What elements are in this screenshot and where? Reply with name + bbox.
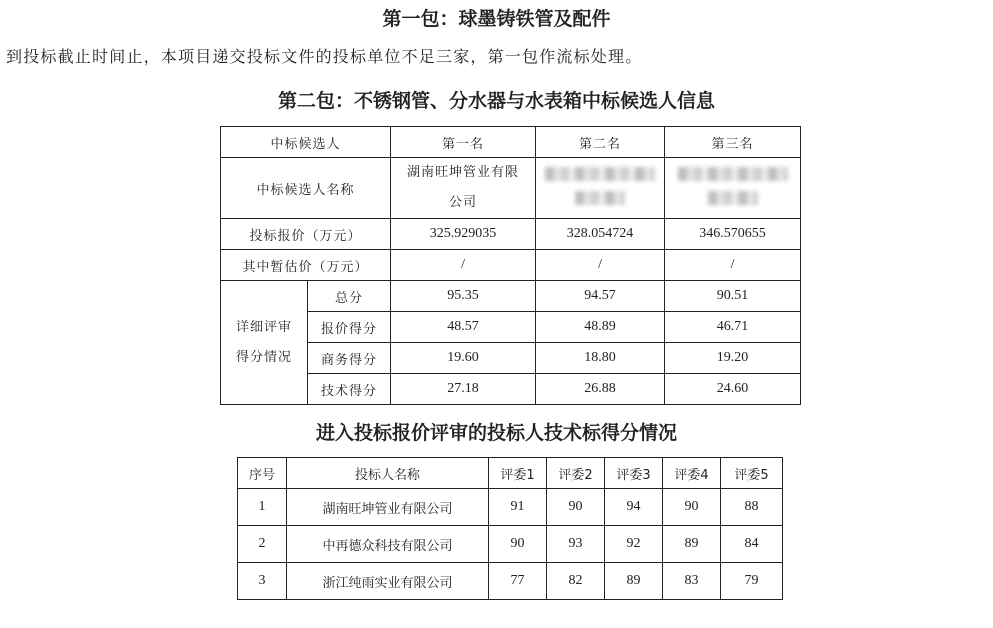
score-row: [221, 281, 801, 312]
candidates-header-row: [221, 127, 801, 158]
judge-score: 79: [721, 563, 783, 600]
table-row: [238, 526, 783, 563]
judge-score: 82: [547, 563, 605, 600]
candidates-table: [220, 126, 801, 405]
provisional-price-label: 其中暂估价（万元）: [221, 250, 391, 281]
score-value: 19.20: [665, 343, 801, 374]
judge-score: 89: [663, 526, 721, 563]
row-index: 2: [238, 526, 287, 563]
score-value: 46.71: [665, 312, 801, 343]
judge-score: 84: [721, 526, 783, 563]
score-row: [221, 312, 801, 343]
bidder-name: 中再德众科技有限公司: [287, 526, 489, 563]
bid-price-3: 346.570655: [665, 219, 801, 250]
failed-tender-notice: 到投标截止时间止，本项目递交投标文件的投标单位不足三家，第一包作流标处理。: [6, 47, 643, 66]
col-header-index: 序号: [238, 458, 287, 489]
table-row: [238, 489, 783, 526]
score-label: 技术得分: [308, 374, 391, 405]
header-rank-2: 第二名: [536, 127, 665, 158]
table-row: [238, 563, 783, 600]
judge-score: 92: [605, 526, 663, 563]
header-candidate-label: 中标候选人: [221, 127, 391, 158]
judge-score: 88: [721, 489, 783, 526]
judge-score: 94: [605, 489, 663, 526]
judge-score: 90: [489, 526, 547, 563]
tech-score-heading: 进入投标报价评审的投标人技术标得分情况: [315, 422, 677, 444]
redacted-block: [545, 167, 655, 181]
provisional-price-2: /: [536, 250, 665, 281]
score-value: 48.89: [536, 312, 665, 343]
detail-score-label-line2: 得分情况: [235, 349, 292, 365]
score-value: 27.18: [391, 374, 536, 405]
bid-price-2: 328.054724: [536, 219, 665, 250]
candidate-1-name-line2: 公司: [449, 195, 478, 210]
score-row: [221, 374, 801, 405]
pack1-heading: 第一包：球墨铸铁管及配件: [382, 8, 611, 30]
col-header-judge-2: 评委2: [547, 458, 605, 489]
provisional-price-row: [221, 250, 801, 281]
row-index: 1: [238, 489, 287, 526]
candidate-1-name-line1: 湖南旺坤管业有限: [407, 165, 520, 180]
header-rank-3: 第三名: [665, 127, 801, 158]
score-value: 24.60: [665, 374, 801, 405]
col-header-judge-1: 评委1: [489, 458, 547, 489]
bidder-name: 浙江纯雨实业有限公司: [287, 563, 489, 600]
tech-score-table: [237, 457, 783, 600]
row-index: 3: [238, 563, 287, 600]
judge-score: 83: [663, 563, 721, 600]
judge-score: 90: [663, 489, 721, 526]
candidate-3-name-redacted: [665, 158, 801, 219]
score-value: 94.57: [536, 281, 665, 312]
redacted-block: [575, 191, 625, 205]
provisional-price-1: /: [391, 250, 536, 281]
candidate-name-row: [221, 158, 801, 219]
bidder-name: 湖南旺坤管业有限公司: [287, 489, 489, 526]
bid-price-row: [221, 219, 801, 250]
score-value: 48.57: [391, 312, 536, 343]
score-value: 18.80: [536, 343, 665, 374]
tech-header-row: [238, 458, 783, 489]
score-label: 报价得分: [308, 312, 391, 343]
judge-score: 93: [547, 526, 605, 563]
redacted-block: [678, 167, 788, 181]
candidate-name-label: 中标候选人名称: [221, 158, 391, 219]
score-label: 商务得分: [308, 343, 391, 374]
candidate-2-name-redacted: [536, 158, 665, 219]
col-header-judge-3: 评委3: [605, 458, 663, 489]
bid-price-label: 投标报价（万元）: [221, 219, 391, 250]
score-row: [221, 343, 801, 374]
score-value: 95.35: [391, 281, 536, 312]
judge-score: 77: [489, 563, 547, 600]
col-header-judge-5: 评委5: [721, 458, 783, 489]
provisional-price-3: /: [665, 250, 801, 281]
col-header-judge-4: 评委4: [663, 458, 721, 489]
score-value: 19.60: [391, 343, 536, 374]
detail-score-label-line1: 详细评审: [235, 319, 292, 335]
redacted-block: [708, 191, 758, 205]
pack2-heading: 第二包：不锈钢管、分水器与水表箱中标候选人信息: [277, 90, 715, 112]
candidate-1-name: [391, 158, 536, 219]
score-value: 26.88: [536, 374, 665, 405]
score-value: 90.51: [665, 281, 801, 312]
bid-price-1: 325.929035: [391, 219, 536, 250]
header-rank-1: 第一名: [391, 127, 536, 158]
judge-score: 89: [605, 563, 663, 600]
col-header-bidder: 投标人名称: [287, 458, 489, 489]
judge-score: 91: [489, 489, 547, 526]
detail-score-group-label: [221, 281, 308, 405]
judge-score: 90: [547, 489, 605, 526]
score-label: 总分: [308, 281, 391, 312]
